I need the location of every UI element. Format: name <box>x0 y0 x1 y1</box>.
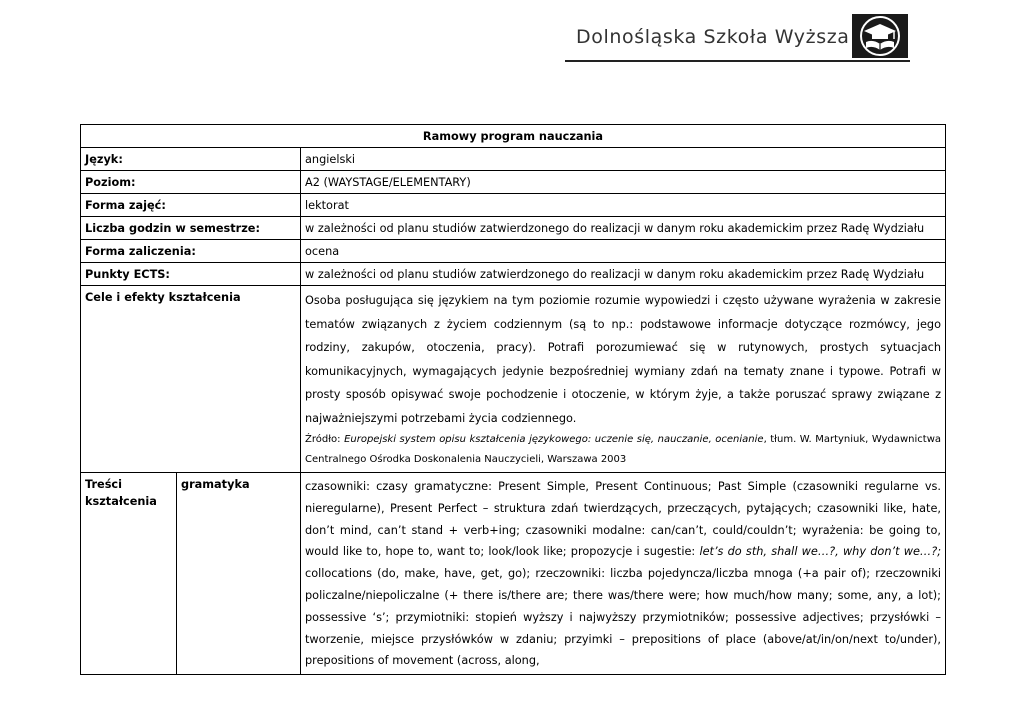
table-row <box>81 263 946 286</box>
language-value: angielski <box>301 148 946 171</box>
contents-cell <box>301 473 946 675</box>
goals-text: Osoba posługująca się językiem na tym poziomie rozumie wypowiedzi i często używane wyrażenia w zakresie tematów związanych z życiem codziennym (są to np.: podstawowe informacje dotyczące rozmówcy, jego rodziny, zakupów, otoczenia, pracy). Potrafi porozumiewać się w rutynowych, prostych sytuacjach komunikacyjnych, wymagających jedynie bezpośredniej wymiany zdań na tematy znane i typowe. Potrafi w prosty sposób opisywać swoje pochodzenie i otoczenie, w którym żyje, a także poruszać sprawy związane z najważniejszymi potrzebami życia codziennego. <box>305 294 941 425</box>
hours-value: w zależności od planu studiów zatwierdzonego do realizacji w danym roku akademickim przez Radę Wydziału <box>301 217 946 240</box>
contents-label-line2: kształcenia <box>85 495 157 508</box>
source-rest: , tłum. W. Martyniuk, Wydawnictwa Centralnego Ośrodka Doskonalenia Nauczycieli, Warszawa 2003 <box>305 434 942 465</box>
source-title: Europejski system opisu kształcenia językowego: uczenie się, nauczanie, ocenianie <box>344 434 764 445</box>
table-row <box>81 148 946 171</box>
goals-label: Cele i efekty kształcenia <box>81 286 301 473</box>
class-form-value: lektorat <box>301 194 946 217</box>
contents-text-part2: collocations (do, make, have, get, go); rzeczowniki: liczba pojedyncza/liczba mnoga (+a pair of); rzeczowniki policzalne/niepoliczalne (+ there is/there are; there was/there were; how much/how many; some, any, a lot); possessive ‘s’; przymiotniki: stopień wyższy i najwyższy przymiotników; possessive adjectives; przysłówki – tworzenie, miejsce przysłówków w zdaniu; przyimki – prepositions of place (above/at/in/on/next to/under), prepositions of movement (across, along, <box>305 567 941 668</box>
table-row <box>81 171 946 194</box>
assessment-value: ocena <box>301 240 946 263</box>
contents-label <box>81 473 177 675</box>
goals-source <box>305 430 941 470</box>
graduation-cap-book-icon <box>852 14 908 58</box>
table-caption: Ramowy program nauczania <box>81 125 946 148</box>
institution-name: Dolnośląska Szkoła Wyższa <box>576 26 850 48</box>
contents-text-part1: czasowniki: czasy gramatyczne: Present Simple, Present Continuous; Past Simple (czasowniki regularne vs. nieregularne), Present Perfect – struktura zdań twierdzących, przeczących, pytających; czasowniki like, hate, don’t mind, can’t stand + verb+ing; czasowniki modalne: can/can’t, could/couldn’t; wyrażenia: be going to, would like to, hope to, want to; look/look like; propozycje i sugestie: <box>305 480 941 559</box>
table-row <box>81 473 946 675</box>
contents-category: gramatyka <box>177 473 301 675</box>
contents-text-italic: let’s do sth, shall we…?, why don’t we…?; <box>699 545 941 559</box>
table-row <box>81 286 946 473</box>
table-row <box>81 217 946 240</box>
assessment-label: Forma zaliczenia: <box>81 240 301 263</box>
contents-label-line1: Treści <box>85 478 122 491</box>
contents-text <box>305 476 941 672</box>
level-label: Poziom: <box>81 171 301 194</box>
language-label: Język: <box>81 148 301 171</box>
class-form-label: Forma zajęć: <box>81 194 301 217</box>
level-value: A2 (WAYSTAGE/ELEMENTARY) <box>301 171 946 194</box>
table-row <box>81 194 946 217</box>
ects-label: Punkty ECTS: <box>81 263 301 286</box>
source-prefix: Źródło: <box>305 434 345 445</box>
goals-cell <box>301 286 946 473</box>
curriculum-table <box>80 124 946 675</box>
hours-label: Liczba godzin w semestrze: <box>81 217 301 240</box>
table-row <box>81 240 946 263</box>
ects-value: w zależności od planu studiów zatwierdzonego do realizacji w danym roku akademickim przez Radę Wydziału <box>301 263 946 286</box>
table-caption-row <box>81 125 946 148</box>
page-header <box>565 12 910 62</box>
